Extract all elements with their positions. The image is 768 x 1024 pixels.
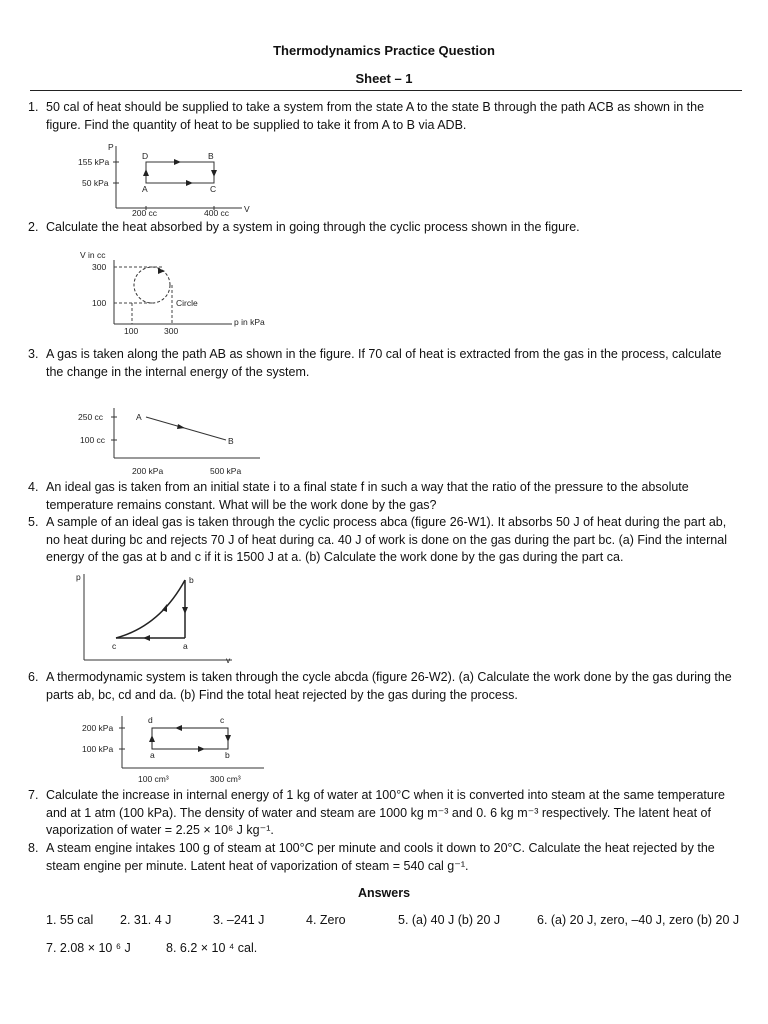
x-tick-400: 400 cc bbox=[204, 208, 230, 218]
x-axis-label: p in kPa bbox=[234, 317, 265, 327]
question-text: A steam engine intakes 100 g of steam at 100°C per minute and cools it down to 20°C. Calculate the heat rejected by the steam engine per minute. Latent heat of vaporization of steam = 540 cal g⁻¹. bbox=[46, 841, 715, 873]
question-number: 7. bbox=[28, 788, 39, 802]
question-text: A gas is taken along the path AB as shown in the figure. If 70 cal of heat is extracted from the gas in the process, calculate the change in the internal energy of the system. bbox=[46, 347, 722, 379]
point-d: d bbox=[148, 715, 153, 725]
y-tick-250: 250 cc bbox=[78, 412, 104, 422]
question-text: Calculate the increase in internal energy of 1 kg of water at 100°C when it is converted into steam at the same temperature and at 1 atm (100 kPa). The density of water and steam are 1000 kg m⁻³ and 0. 6 kg m⁻³ respectively. The latent heat of vaporization of water = 2.25 × 10⁶ J kg⁻¹. bbox=[46, 788, 725, 838]
y-tick-100: 100 cc bbox=[80, 435, 106, 445]
question-number: 4. bbox=[28, 480, 39, 494]
figure-5-cycle-abcda bbox=[70, 712, 270, 788]
y-tick-50: 50 kPa bbox=[82, 178, 109, 188]
answer-4: 4. Zero bbox=[306, 913, 346, 927]
question-2 bbox=[28, 219, 742, 237]
question-number: 1. bbox=[28, 100, 39, 114]
x-tick-500: 500 kPa bbox=[210, 466, 242, 476]
answer-2: 2. 31. 4 J bbox=[120, 913, 172, 927]
answer-1: 1. 55 cal bbox=[46, 913, 94, 927]
question-5 bbox=[28, 514, 742, 567]
question-text: 50 cal of heat should be supplied to take a system from the state A to the state B through the path ACB as shown in the figure. Find the quantity of heat to be supplied to take it from A to B via ADB. bbox=[46, 100, 705, 132]
answer-3: 3. –241 J bbox=[213, 913, 265, 927]
point-a: A bbox=[136, 412, 142, 422]
y-tick-100: 100 kPa bbox=[82, 744, 114, 754]
question-number: 8. bbox=[28, 841, 39, 855]
point-b: B bbox=[228, 436, 234, 446]
y-tick-300: 300 bbox=[92, 262, 107, 272]
point-b: b bbox=[225, 750, 230, 760]
answer-8: 8. 6.2 × 10 ⁴ cal. bbox=[166, 941, 258, 955]
v-axis-label: V bbox=[244, 204, 250, 214]
question-7 bbox=[28, 787, 742, 840]
question-number: 3. bbox=[28, 347, 39, 361]
point-a: a bbox=[183, 641, 188, 651]
y-tick-200: 200 kPa bbox=[82, 723, 114, 733]
question-number: 6. bbox=[28, 670, 39, 684]
answers-heading: Answers bbox=[357, 886, 411, 900]
page-title: Thermodynamics Practice Question bbox=[273, 43, 495, 58]
point-b: b bbox=[189, 575, 194, 585]
x-tick-300: 300 bbox=[164, 326, 179, 336]
y-tick-100: 100 bbox=[92, 298, 107, 308]
figure-3-path-ab bbox=[70, 404, 270, 478]
question-6 bbox=[28, 669, 742, 704]
point-c: C bbox=[210, 184, 217, 194]
x-tick-100: 100 cm³ bbox=[138, 774, 169, 784]
circle-label: Circle bbox=[176, 298, 198, 308]
question-text: A sample of an ideal gas is taken through the cyclic process abca (figure 26-W1). It absorbs 50 J of heat during the part ab, no heat during bc and rejects 70 J of heat during ca. 40 J of work is done on the gas during the part bc. (a) Find the internal energy of the gas at b and c if it is 1500 J at a. (b) Calculate the work done by the gas during the part ca. bbox=[46, 515, 727, 565]
x-tick-100: 100 bbox=[124, 326, 139, 336]
question-1 bbox=[28, 99, 742, 134]
figure-1-pv-diagram bbox=[70, 140, 270, 220]
point-a: a bbox=[150, 750, 155, 760]
question-8 bbox=[28, 840, 742, 875]
point-a: A bbox=[142, 184, 148, 194]
y-tick-155: 155 kPa bbox=[78, 157, 110, 167]
question-4 bbox=[28, 479, 742, 514]
v-axis-label: v bbox=[226, 655, 231, 665]
figure-2-circle-cycle bbox=[72, 246, 282, 338]
question-number: 5. bbox=[28, 515, 39, 529]
figure-4-cycle-abca bbox=[70, 570, 240, 666]
point-c: c bbox=[220, 715, 225, 725]
x-tick-200: 200 cc bbox=[132, 208, 158, 218]
answer-6: 6. (a) 20 J, zero, –40 J, zero (b) 20 J bbox=[537, 913, 740, 927]
question-3 bbox=[28, 346, 742, 381]
header-rule bbox=[30, 90, 742, 91]
point-d: D bbox=[142, 151, 149, 161]
y-axis-label: V in cc bbox=[80, 250, 106, 260]
question-text: An ideal gas is taken from an initial state i to a final state f in such a way that the ratio of the pressure to the absolute temperature remains constant. What will be the work done by the gas? bbox=[46, 480, 689, 512]
point-b: B bbox=[208, 151, 214, 161]
p-axis-label: P bbox=[108, 142, 114, 152]
point-c: c bbox=[112, 641, 117, 651]
p-axis-label: p bbox=[76, 572, 81, 582]
answer-7: 7. 2.08 × 10 ⁶ J bbox=[46, 941, 131, 955]
sheet-label: Sheet – 1 bbox=[355, 71, 413, 86]
x-tick-300: 300 cm³ bbox=[210, 774, 241, 784]
question-number: 2. bbox=[28, 220, 39, 234]
x-tick-200: 200 kPa bbox=[132, 466, 164, 476]
question-text: Calculate the heat absorbed by a system in going through the cyclic process shown in the figure. bbox=[46, 220, 580, 234]
answer-5: 5. (a) 40 J (b) 20 J bbox=[398, 913, 501, 927]
question-text: A thermodynamic system is taken through the cycle abcda (figure 26-W2). (a) Calculate the work done by the gas during the parts ab, bc, cd and da. (b) Find the total heat rejected by the gas during the process. bbox=[46, 670, 732, 702]
